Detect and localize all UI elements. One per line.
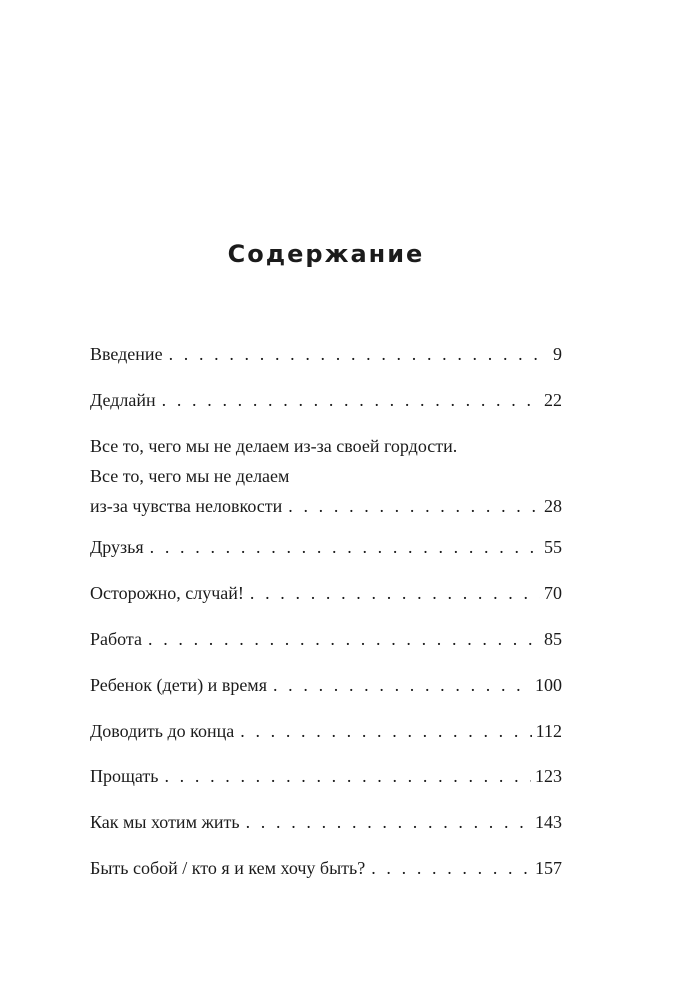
toc-page-number: 100	[535, 675, 562, 695]
toc-entry-finish[interactable]	[90, 716, 562, 746]
page-title: Содержание	[227, 240, 425, 268]
toc-line	[90, 491, 562, 521]
toc-page-number: 70	[544, 583, 562, 603]
dot-leader	[246, 807, 531, 837]
dot-leader	[150, 532, 540, 562]
toc-page-number: 123	[535, 766, 562, 786]
dot-leader	[162, 385, 540, 415]
toc-page-number: 157	[535, 858, 562, 878]
toc-page-number: 55	[544, 537, 562, 557]
dot-leader	[240, 716, 531, 746]
toc-entry-careful-chance[interactable]	[90, 578, 562, 608]
toc-entry-title: Ребенок (дети) и время	[90, 675, 267, 695]
toc-line	[90, 624, 562, 654]
toc-page-number: 85	[544, 629, 562, 649]
toc-line	[90, 761, 562, 791]
toc-page-number: 143	[535, 812, 562, 832]
toc-entry-title-line-1: Все то, чего мы не делаем из-за своей гордости.	[90, 436, 458, 456]
toc-entry-title-line-2: Все то, чего мы не делаем	[90, 466, 290, 486]
toc-entry-introduction[interactable]	[90, 339, 562, 369]
toc-line	[90, 431, 562, 461]
toc-line	[90, 807, 562, 837]
toc-line	[90, 853, 562, 883]
toc-entry-friends[interactable]	[90, 532, 562, 562]
toc-entry-forgive[interactable]	[90, 761, 562, 791]
dot-leader	[250, 578, 540, 608]
toc-entry-title: Прощать	[90, 766, 159, 786]
dot-leader	[169, 339, 549, 369]
toc-entry-deadline[interactable]	[90, 385, 562, 415]
toc-entry-be-yourself[interactable]	[90, 853, 562, 883]
dot-leader	[273, 670, 531, 700]
dot-leader	[371, 853, 531, 883]
toc-line	[90, 578, 562, 608]
toc-page-number: 112	[535, 721, 562, 741]
toc-page-number: 22	[544, 390, 562, 410]
toc-entry-title-line-3: из-за чувства неловкости	[90, 496, 283, 516]
toc-entry-work[interactable]	[90, 624, 562, 654]
toc-line	[90, 385, 562, 415]
dot-leader	[164, 761, 531, 791]
toc-entry-title: Осторожно, случай!	[90, 583, 244, 603]
toc-line	[90, 532, 562, 562]
toc-page-number: 9	[553, 344, 562, 364]
toc-entry-how-we-want-to-live[interactable]	[90, 807, 562, 837]
toc-entry-title: Дедлайн	[90, 390, 156, 410]
dot-leader	[148, 624, 540, 654]
toc-line	[90, 339, 562, 369]
toc-entry-title: Работа	[90, 629, 142, 649]
toc-entry-title: Друзья	[90, 537, 144, 557]
toc-line	[90, 461, 562, 491]
toc-entry-pride-awkwardness[interactable]	[90, 431, 562, 521]
toc-entry-title: Быть собой / кто я и кем хочу быть?	[90, 858, 366, 878]
dot-leader	[288, 491, 540, 521]
toc-line	[90, 670, 562, 700]
toc-entry-title: Доводить до конца	[90, 721, 235, 741]
toc-entry-child-and-time[interactable]	[90, 670, 562, 700]
toc-entry-title: Как мы хотим жить	[90, 812, 240, 832]
toc-page-number: 28	[544, 496, 562, 516]
toc-line	[90, 716, 562, 746]
toc-entry-title: Введение	[90, 344, 163, 364]
